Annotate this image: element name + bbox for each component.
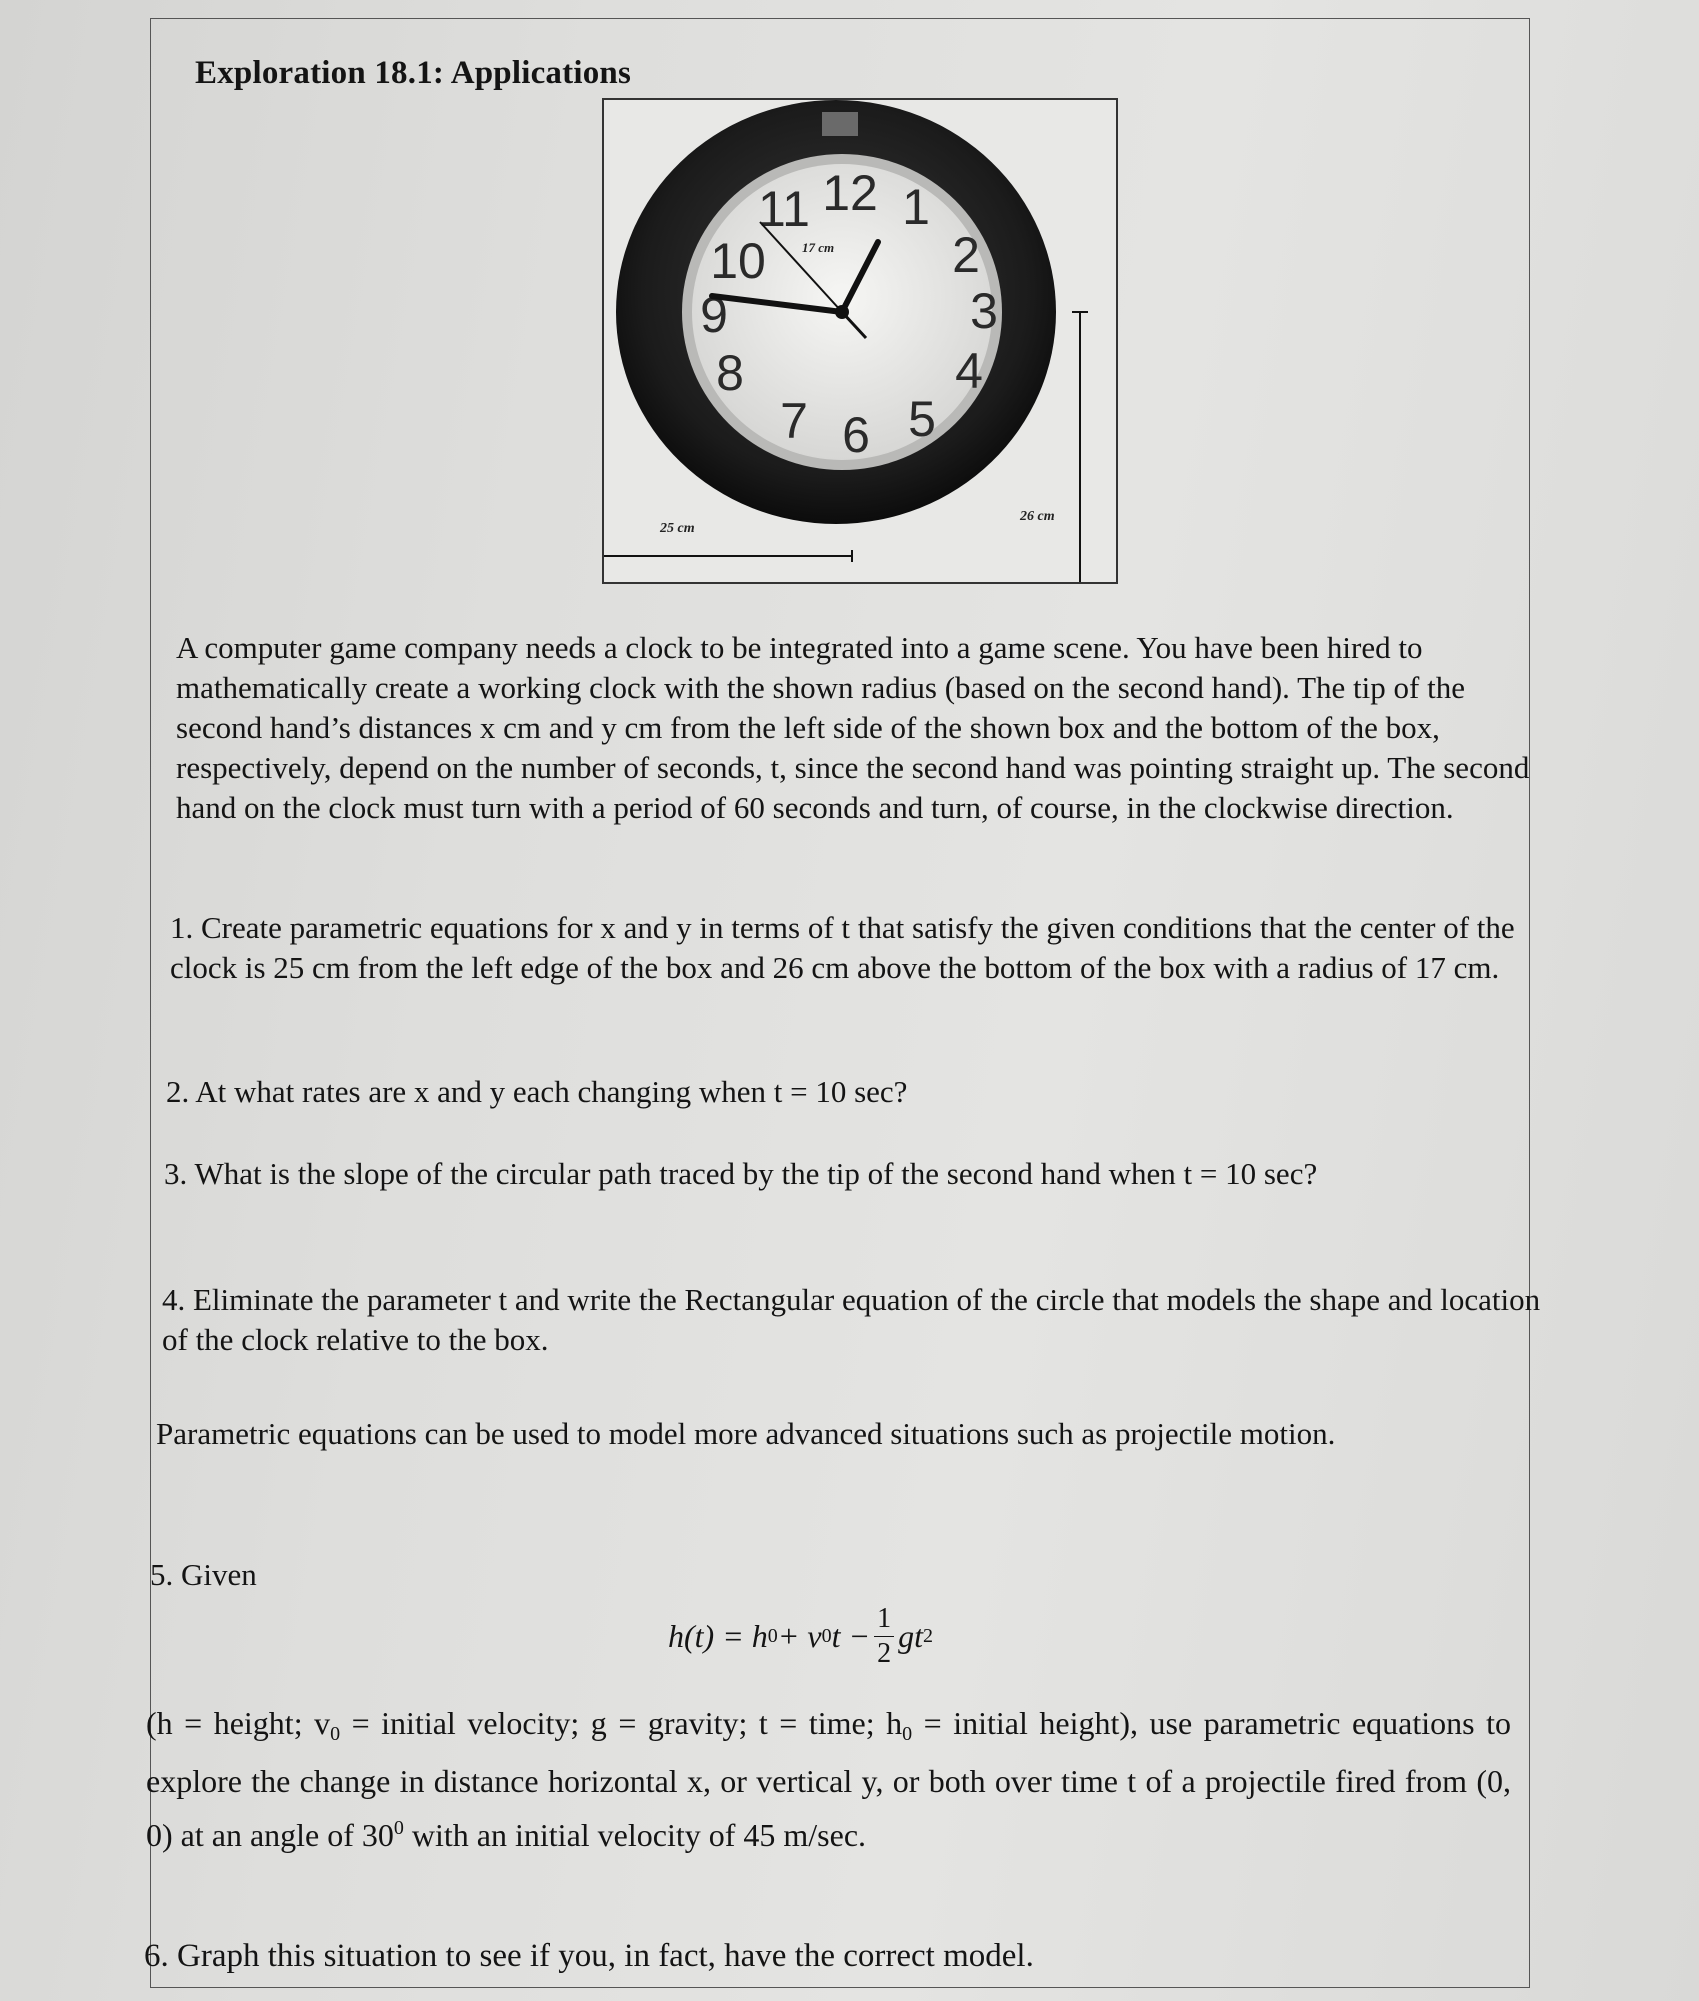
question-3: 3. What is the slope of the circular path traced by the tip of the second hand when t = 10 sec? bbox=[164, 1156, 1318, 1191]
question-4: 4. Eliminate the parameter t and write the Rectangular equation of the circle that models the shape and location of the clock relative to the box. bbox=[162, 1282, 1541, 1357]
projectile-h0-sub: 0 bbox=[902, 1723, 913, 1745]
clock-number-9: 9 bbox=[700, 287, 728, 343]
clock-number-4: 4 bbox=[955, 343, 983, 399]
clock-number-1: 1 bbox=[902, 179, 930, 235]
fraction-numerator: 1 bbox=[874, 1602, 894, 1637]
projectile-part-3: = initial velocity; g = gravity; t = time; h bbox=[340, 1705, 903, 1741]
formula-lhs: h(t) = h bbox=[668, 1617, 768, 1654]
formula-exponent: 2 bbox=[922, 1624, 933, 1647]
page-title: Exploration 18.1: Applications bbox=[195, 55, 631, 91]
clock-number-11: 11 bbox=[758, 181, 810, 237]
clock-number-6: 6 bbox=[842, 407, 870, 463]
clock-illustration bbox=[604, 100, 1116, 582]
clock-number-8: 8 bbox=[716, 345, 744, 401]
formula-gt: gt bbox=[898, 1617, 923, 1654]
height-formula bbox=[668, 1590, 933, 1682]
formula-v0-sub: 0 bbox=[821, 1624, 832, 1647]
question-6: 6. Graph this situation to see if you, in fact, have the correct model. bbox=[144, 1938, 1034, 1974]
formula-h0-sub: 0 bbox=[767, 1624, 778, 1647]
intro-paragraph: A computer game company needs a clock to be integrated into a game scene. You have been hired to mathematically create a working clock with the shown radius (based on the second hand). The tip of the second hand’s distances x cm and y cm from the left side of the shown box and the bottom of the box, respectively, depend on the number of seconds, t, since the second hand was pointing straight up. The second hand on the clock must turn with a period of 60 seconds and turn, of course, in the clockwise direction. bbox=[176, 630, 1530, 825]
height-label: 26 cm bbox=[1020, 509, 1055, 524]
left-distance-label: 25 cm bbox=[660, 521, 695, 536]
projectile-paragraph bbox=[146, 1700, 1511, 1859]
fraction-denominator: 2 bbox=[877, 1637, 892, 1669]
projectile-part-5: = initial height), use parametric equations to explore the change in distance horizontal x, or vertical y, or both over time t of a projectile fired from (0, 0) at an angle of 30 bbox=[146, 1705, 1512, 1853]
question-5-label: 5. Given bbox=[150, 1557, 257, 1592]
formula-fraction bbox=[874, 1602, 894, 1671]
clock-number-3: 3 bbox=[970, 283, 998, 339]
projectile-intro: Parametric equations can be used to model more advanced situations such as projectile motion. bbox=[156, 1416, 1336, 1451]
clock-number-10: 10 bbox=[710, 233, 766, 289]
clock-number-2: 2 bbox=[952, 227, 980, 283]
question-2: 2. At what rates are x and y each changing when t = 10 sec? bbox=[166, 1074, 908, 1109]
clock-number-5: 5 bbox=[908, 391, 936, 447]
projectile-degree-sup: 0 bbox=[393, 1817, 404, 1839]
projectile-part-7: with an initial velocity of 45 m/sec. bbox=[403, 1817, 867, 1853]
clock-number-7: 7 bbox=[780, 393, 808, 449]
projectile-part-1: (h = height; v bbox=[146, 1705, 331, 1741]
clock-figure bbox=[602, 98, 1118, 584]
formula-t-minus: t − bbox=[831, 1617, 871, 1654]
radius-label: 17 cm bbox=[802, 240, 835, 255]
formula-plus-v: + v bbox=[777, 1617, 822, 1654]
clock-number-12: 12 bbox=[822, 165, 878, 221]
clock-mount bbox=[822, 112, 858, 136]
question-1: 1. Create parametric equations for x and y in terms of t that satisfy the given conditions that the center of the clock is 25 cm from the left edge of the box and 26 cm above the bottom of the box with a radius of 17 cm. bbox=[170, 910, 1515, 985]
projectile-v0-sub: 0 bbox=[330, 1723, 341, 1745]
clock-center-pin bbox=[835, 305, 849, 319]
